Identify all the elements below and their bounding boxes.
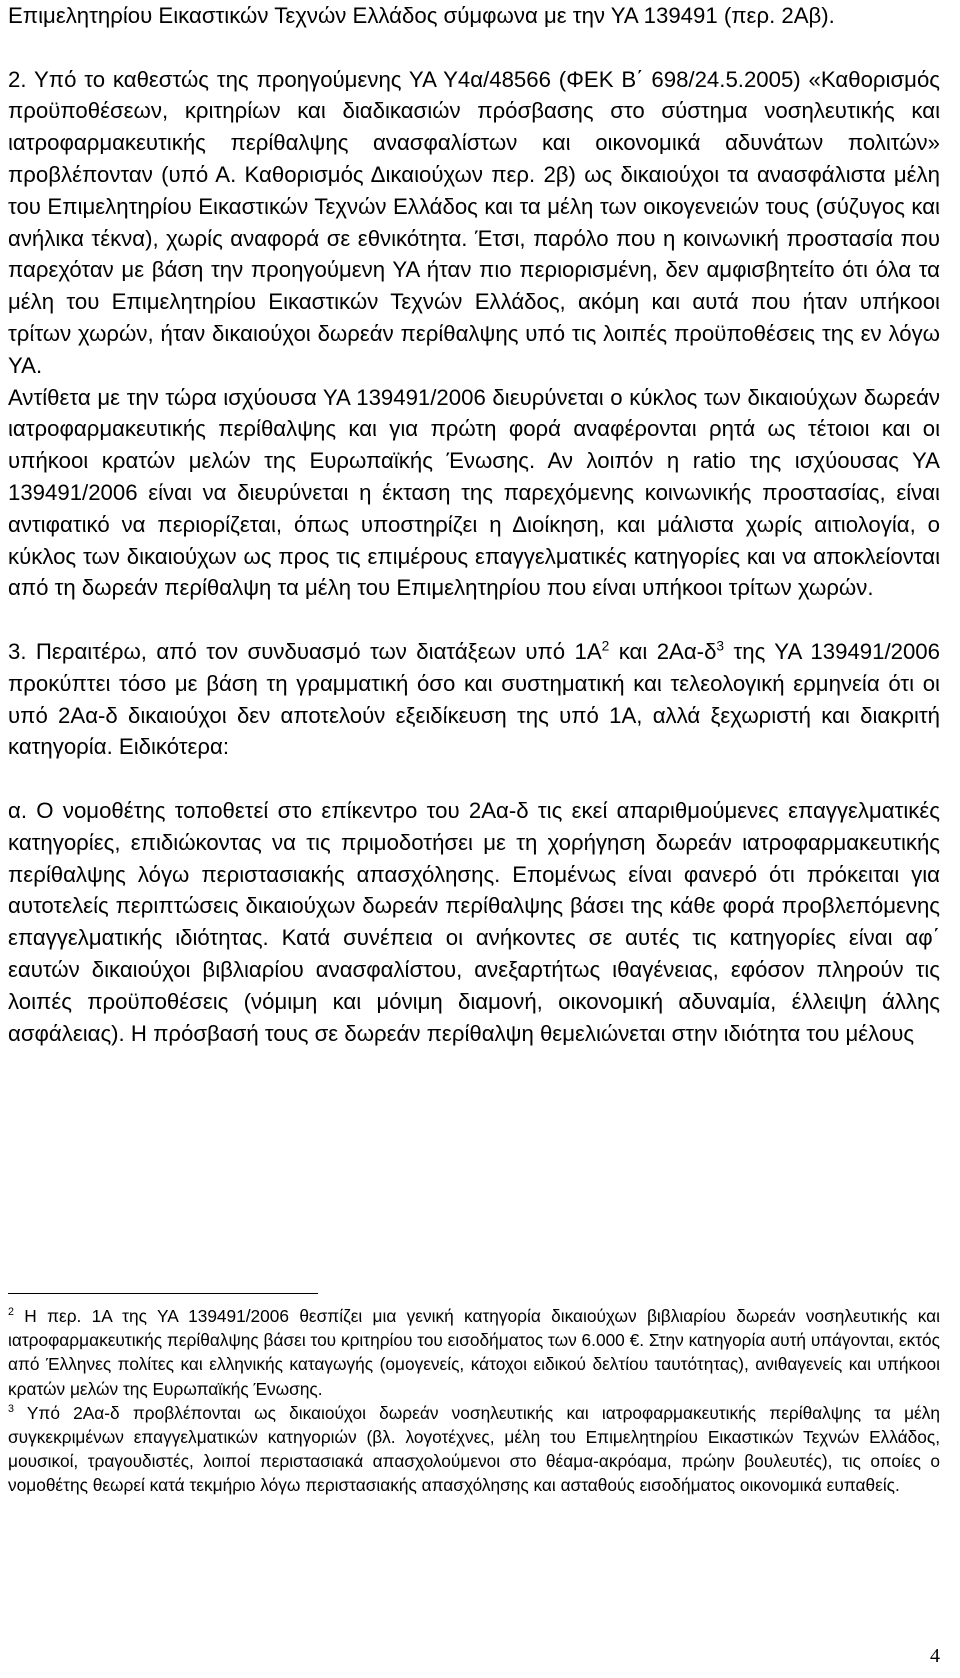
footnote-mark: 3 — [8, 1403, 14, 1416]
footnote-text: Υπό 2Αα-δ προβλέπονται ως δικαιούχοι δωρεάν νοσηλευτικής και ιατροφαρμακευτικής περίθαλψης τα μέλη συγκεκριμένων επαγγελματικών κατηγοριών (βλ. λογοτέχνες, μέλη του Επιμελητηρίου Εικαστικών Τεχνών Ελλάδος, μουσικοί, τραγουδιστές, λοιποί περιστασιακά απασχολούμενοι στο θέαμα-ακρόαμα, πρώην βουλευτές), τις οποίες ο νομοθέτης θεωρεί κατά τεκμήριο λόγω περιστασιακής απασχόλησης και ασταθούς εισοδήματος οικονομικά ευπαθείς. — [8, 1402, 940, 1496]
footnote-ref-2[interactable]: 2 — [601, 638, 610, 654]
footnote-3 — [8, 1401, 940, 1498]
footnote-separator — [8, 1293, 318, 1294]
paragraph-continued: Επιμελητηρίου Εικαστικών Τεχνών Ελλάδος σύμφωνα με την ΥΑ 139491 (περ. 2Αβ). — [8, 3, 835, 28]
main-body-flow — [8, 64, 940, 1050]
paragraph-item-2-continued: Αντίθετα με την τώρα ισχύουσα ΥΑ 139491/2006 διευρύνεται ο κύκλος των δικαιούχων δωρεάν ιατροφαρμακευτικής περίθαλψης και για πρώτη φορά αναφέρονται ρητά ως τέτοιοι και οι υπήκοοι κρατών μελών της Ευρωπαϊκής Ένωσης. Αν λοιπόν η ratio της ισχύουσας ΥΑ 139491/2006 είναι να διευρύνεται η έκταση της παρεχόμενης κοινωνικής προστασίας, είναι αντιφατικό να περιορίζεται, όπως υποστηρίζει η Διοίκηση, και μάλιστα χωρίς αιτιολογία, ο κύκλος των δικαιούχων ως προς τις επιμέρους επαγγελματικές κατηγορίες και να αποκλείονται από τη δωρεάν περίθαλψη τα μέλη του Επιμελητηρίου που είναι υπήκοοι τρίτων χωρών. — [8, 384, 940, 601]
item-3-text-end: της ΥΑ 139491/2006 προκύπτει τόσο με βάση τη γραμματική όσο και συστηματική και τελεολογική ερμηνεία ότι οι υπό 2Αα-δ δικαιούχοι δεν αποτελούν εξειδίκευση της υπό 1Α, αλλά ξεχωριστή και διακριτή κατηγορία. Ειδικότερα: — [8, 638, 940, 760]
footnotes — [8, 1304, 940, 1498]
footnote-2 — [8, 1304, 940, 1401]
footnote-mark: 2 — [8, 1306, 14, 1319]
document-page — [8, 0, 940, 1678]
page-number: 4 — [930, 1645, 940, 1667]
item-3-text-start: 3. Περαιτέρω, από τον συνδυασμό των διατάξεων υπό 1Α — [8, 638, 602, 664]
footnote-text: Η περ. 1Α της ΥΑ 139491/2006 θεσπίζει μια γενική κατηγορία δικαιούχων βιβλιαρίου δωρεάν νοσηλευτικής και ιατροφαρμακευτικής περίθαλψης βάσει του κριτηρίου του εισοδήματος των 6.000 €. Στην κατηγορία αυτή υπάγονται, εκτός από Έλληνες πολίτες και ελληνικής καταγωγής (ομογενείς, κάτοχοι ειδικού δελτίου ταυτότητας), ανιθαγενείς και υπήκοοι κρατών μελών της Ευρωπαϊκής Ένωσης. — [8, 1306, 940, 1399]
paragraph-item-alpha: α. Ο νομοθέτης τοποθετεί στο επίκεντρο του 2Αα-δ τις εκεί απαριθμούμενες επαγγελματικές κατηγορίες, επιδιώκοντας να τις πριμοδοτήσει με τη χορήγηση δωρεάν ιατροφαρμακευτικής περίθαλψης λόγω περιστασιακής απασχόλησης. Επομένως είναι φανερό ότι πρόκειται για αυτοτελείς περιπτώσεις δικαιούχων δωρεάν περίθαλψης βάσει της κάθε φορά προβλεπόμενης επαγγελματικής ιδιότητας. Κατά συνέπεια οι ανήκοντες σε αυτές τις κατηγορίες είναι αφ΄ εαυτών δικαιούχοι βιβλιαρίου ανασφαλίστου, ανεξαρτήτως ιθαγένειας, εφόσον πληρούν τις λοιπές προϋποθέσεις (νόμιμη και μόνιμη διαμονή, οικονομική αδυναμία, έλλειψη άλλης ασφάλειας). Η πρόσβασή τους σε δωρεάν περίθαλψη θεμελιώνεται στην ιδιότητα του μέλους — [8, 797, 940, 1046]
paragraph-item-2: 2. Υπό το καθεστώς της προηγούμενης ΥΑ Υ4α/48566 (ΦΕΚ Β΄ 698/24.5.2005) «Καθορισμός προϋποθέσεων, κριτηρίων και διαδικασιών πρόσβασης στο σύστημα νοσηλευτικής και ιατροφαρμακευτικής περίθαλψης ανασφαλίστων και οικονομικά αδυνάτων πολιτών» προβλέπονταν (υπό Α. Καθορισμός Δικαιούχων περ. 2β) ως δικαιούχοι τα ανασφάλιστα μέλη του Επιμελητηρίου Εικαστικών Τεχνών Ελλάδος και τα μέλη των οικογενειών τους (σύζυγος και ανήλικα τέκνα), χωρίς αναφορά σε εθνικότητα. Έτσι, παρόλο που η κοινωνική προστασία που παρεχόταν με βάση την προηγούμενη ΥΑ ήταν πιο περιορισμένη, δεν αμφισβητείτο ότι όλα τα μέλη του Επιμελητηρίου Εικαστικών Τεχνών Ελλάδος, ακόμη και αυτά που ήταν υπήκοοι τρίτων χωρών, ήταν δικαιούχοι δωρεάν περίθαλψης υπό τις λοιπές προϋποθέσεις της εν λόγω ΥΑ. — [8, 66, 940, 378]
footnote-ref-3[interactable]: 3 — [716, 638, 725, 654]
paragraph-item-3 — [8, 636, 940, 763]
item-3-text-middle: και 2Αα-δ — [609, 638, 717, 664]
